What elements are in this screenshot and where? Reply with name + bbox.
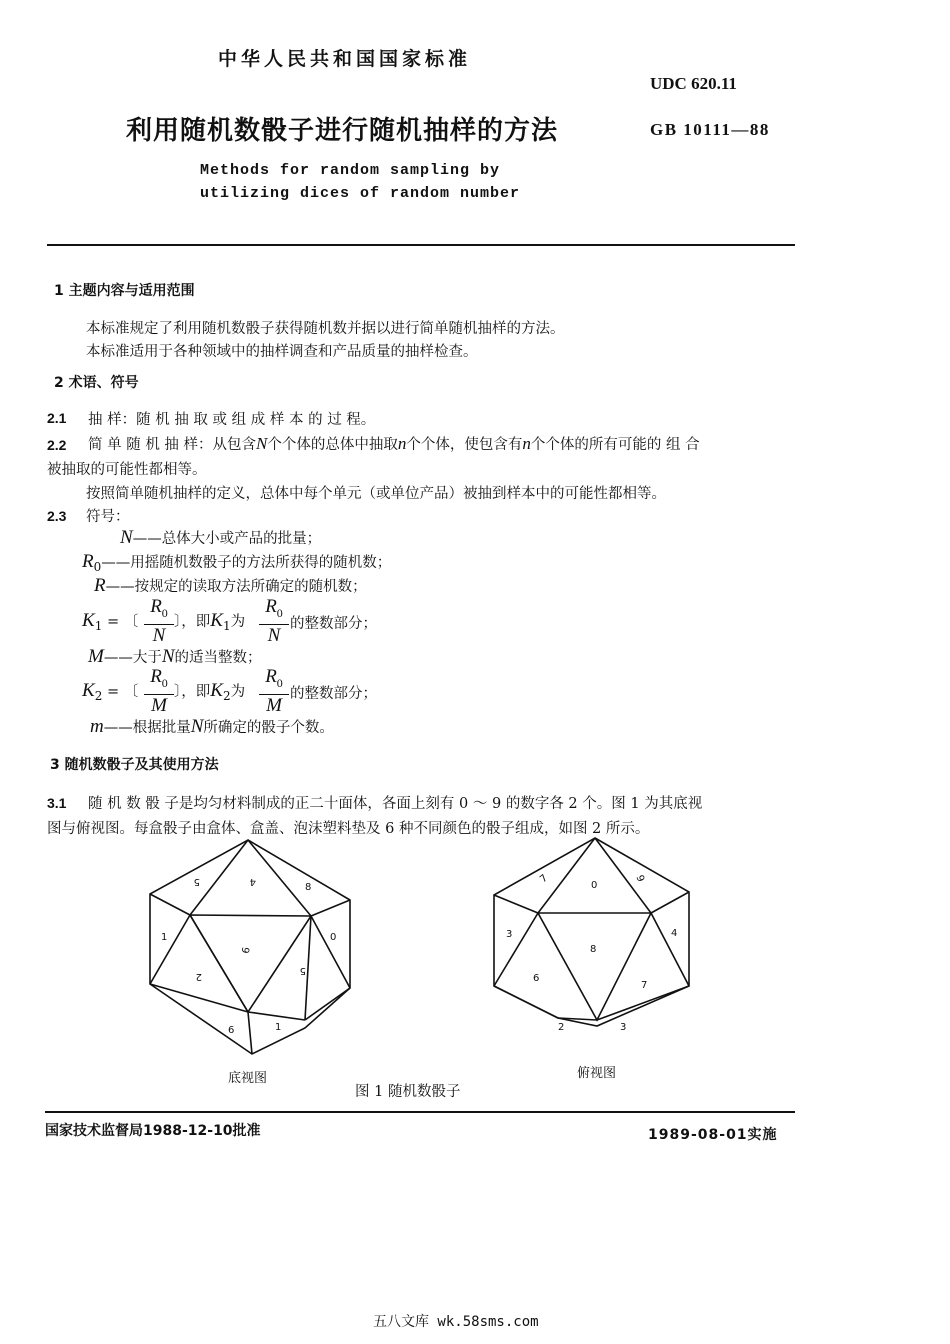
bottom-face-number: 1 [275, 1022, 282, 1033]
top-face-number: 2 [558, 1022, 565, 1033]
figure-1-drawings [0, 830, 950, 1090]
site-watermark: 五八文库 wk.58sms.com [373, 1314, 539, 1330]
section-1-para-1: 本标准规定了利用随机数骰子获得随机数并据以进行简单随机抽样的方法。 [86, 321, 565, 337]
bottom-face-number: 1 [161, 932, 168, 943]
top-face-number: 4 [671, 928, 678, 939]
clause-2-1-text: 抽 样：随 机 抽 取 或 组 成 样 本 的 过 程。 [88, 412, 376, 428]
clause-2-3-text: 符号： [86, 509, 130, 525]
clause-2-2-number: 2.2 [47, 437, 67, 453]
top-face-number: 0 [591, 880, 598, 891]
formula-K2-rest: 〕，即$K_2$为 [174, 680, 246, 703]
header-rule [47, 244, 795, 246]
clause-3-1-number: 3.1 [47, 795, 67, 811]
section-3-heading: 3 随机数骰子及其使用方法 [50, 757, 219, 773]
bottom-face-number: 4 [249, 876, 256, 887]
symbol-R-line: R——按规定的读取方法所确定的随机数； [94, 575, 367, 596]
bottom-face-number: 5 [193, 876, 200, 887]
symbol-N-line: N——总体大小或产品的批量； [120, 527, 322, 548]
formula-K1: $K_1$ = 〔 [82, 610, 139, 633]
top-face-number: 9 [633, 873, 646, 884]
fraction-R0-over-N-b: $R_0$ N [259, 597, 289, 646]
clause-2-2-line-2: 被抽取的可能性都相等。 [47, 462, 207, 478]
top-view-label: 俯视图 [577, 1066, 617, 1081]
clause-2-2-line-1: 简 单 随 机 抽 样：从包含N个个体的总体中抽取n个个体，使包含有n个个体的所有可能的 组 合 [88, 434, 700, 453]
fraction-R0-over-M-a: $R_0$ M [144, 667, 174, 716]
fraction-R0-over-M-b: $R_0$ M [259, 667, 289, 716]
section-1-heading: 1 主题内容与适用范围 [54, 283, 195, 299]
footer-rule [45, 1111, 795, 1113]
bottom-face-number: 9 [238, 946, 251, 955]
formula-K1-rest: 〕，即$K_1$为 [174, 610, 246, 633]
top-view-icosahedron [494, 838, 689, 1026]
bottom-view-label: 底视图 [228, 1071, 268, 1086]
top-face-number: 3 [506, 929, 513, 940]
figure-1-caption: 图 1 随机数骰子 [355, 1084, 461, 1100]
english-title-line-1: Methods for random sampling by [200, 162, 501, 179]
standard-org: 中华人民共和国国家标准 [218, 48, 472, 70]
top-face-number: 6 [533, 973, 540, 984]
formula-K2-suffix: 的整数部分； [290, 686, 377, 702]
section-2-heading: 2 术语、符号 [54, 375, 139, 391]
bottom-face-number: 0 [330, 932, 337, 943]
section-1-para-2: 本标准适用于各种领域中的抽样调查和产品质量的抽样检查。 [86, 344, 478, 360]
document-title: 利用随机数骰子进行随机抽样的方法 [126, 116, 559, 146]
top-face-number: 7 [538, 872, 551, 886]
formula-K2: $K_2$ = 〔 [82, 680, 139, 703]
clause-3-1-line-2: 图与俯视图。每盒骰子由盒体、盒盖、泡沫塑料垫及 6 种不同颜色的骰子组成，如图 2 所示。 [47, 821, 650, 837]
top-face-number: 7 [641, 980, 648, 991]
bottom-face-number: 8 [305, 882, 312, 893]
english-title-line-2: utilizing dices of random number [200, 185, 521, 202]
clause-2-3-number: 2.3 [47, 508, 67, 524]
top-face-number: 3 [620, 1022, 627, 1033]
symbol-M-line: M——大于N的适当整数； [88, 646, 262, 667]
fraction-R0-over-N-a: $R_0$ N [144, 597, 174, 646]
implementation-date: 1989-08-01实施 [648, 1127, 778, 1143]
gb-number: GB 10111—88 [650, 120, 770, 139]
approval-line: 国家技术监督局1988-12-10批准 [45, 1123, 261, 1139]
clause-2-2-note: 按照简单随机抽样的定义，总体中每个单元（或单位产品）被抽到样本中的可能性都相等。 [86, 486, 666, 502]
symbol-m-line: m——根据批量N所确定的骰子个数。 [90, 716, 334, 737]
symbol-R0-line: $R_0——$用摇随机数骰子的方法所获得的随机数； [82, 551, 392, 574]
bottom-face-number: 6 [228, 1025, 235, 1036]
formula-K1-suffix: 的整数部分； [290, 616, 377, 632]
clause-2-1-number: 2.1 [47, 410, 67, 426]
bottom-face-number: 2 [195, 971, 202, 982]
udc-code: UDC 620.11 [650, 74, 737, 93]
clause-3-1-line-1: 随 机 数 骰 子是均匀材料制成的正二十面体，各面上刻有 0 ～ 9 的数字各 2 个。图 1 为其底视 [88, 796, 703, 812]
bottom-face-number: 5 [299, 965, 306, 976]
top-face-number: 8 [590, 944, 597, 955]
